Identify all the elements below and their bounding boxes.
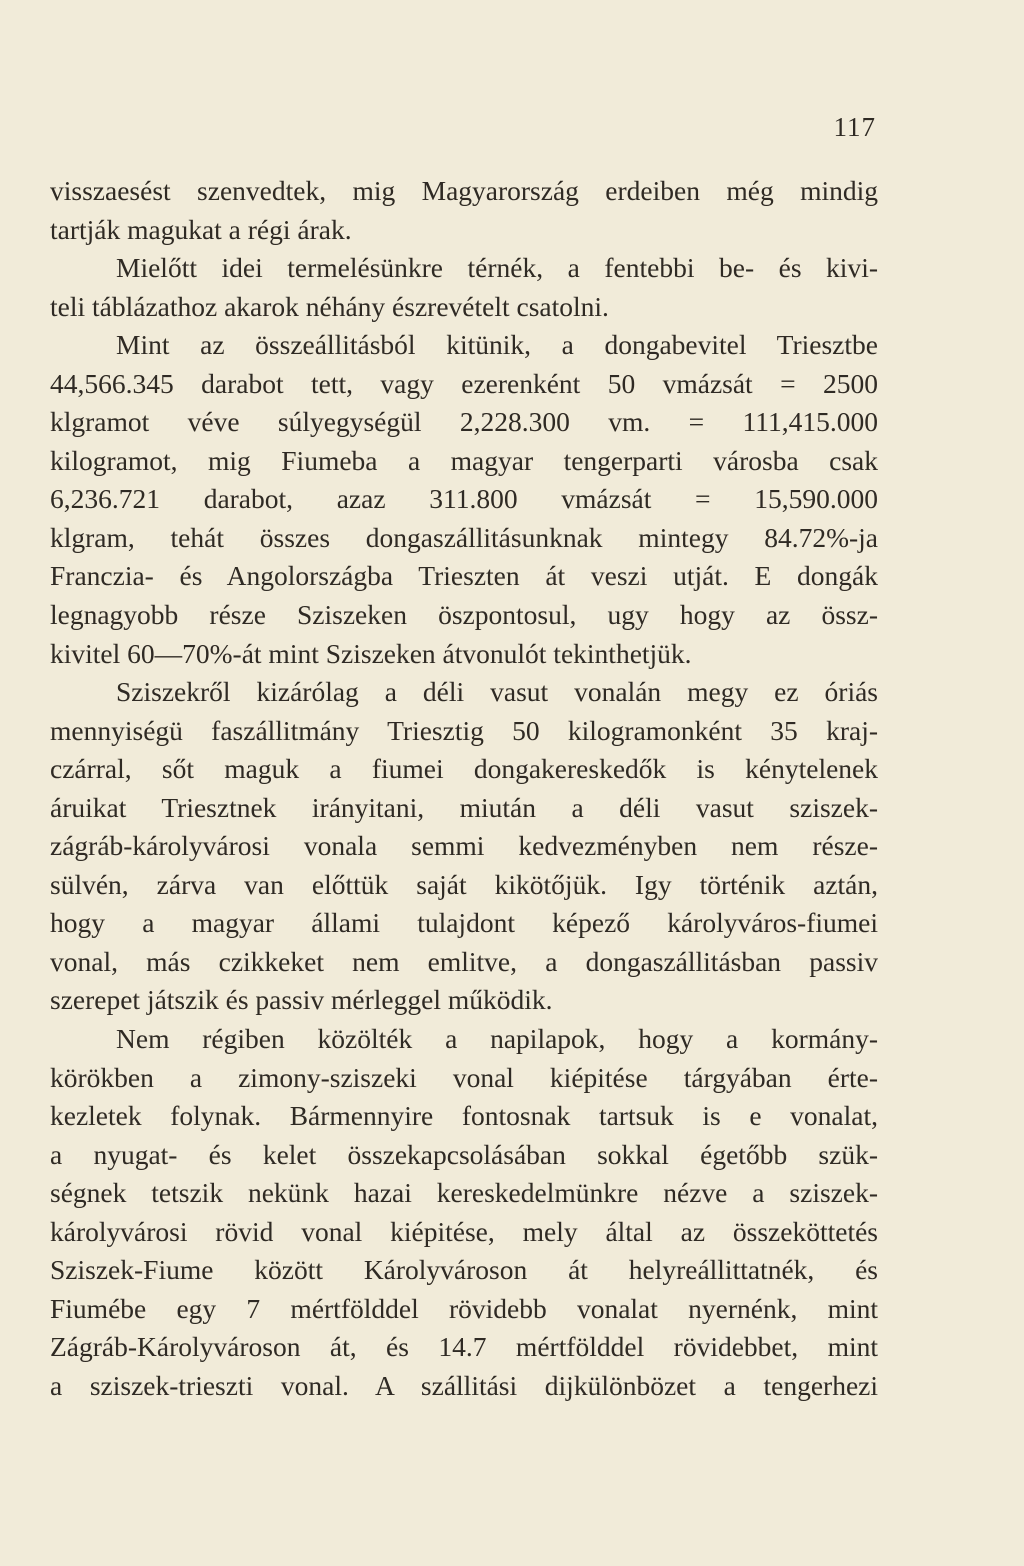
text-line: károlyvárosi rövid vonal kiépitése, mely által az összeköttetés: [50, 1215, 878, 1247]
text-line: vonal, más czikkeket nem emlitve, a dongaszállitásban passiv: [50, 945, 878, 977]
text-line: klgramot véve súlyegységül 2,228.300 vm. = 111,415.000: [50, 406, 878, 438]
body-text: [50, 172, 878, 1406]
text-line: tartják magukat a régi árak.: [50, 213, 352, 245]
text-line: teli táblázathoz akarok néhány észrevételt csatolni.: [50, 290, 609, 322]
text-line: a nyugat- és kelet összekapcsolásában sokkal égetőbb szük-: [50, 1138, 878, 1170]
text-line: a sziszek-trieszti vonal. A szállitási dijkülönbözet a tengerhezi: [50, 1369, 878, 1401]
text-line: Zágráb-Károlyvároson át, és 14.7 mértfölddel rövidebbet, mint: [50, 1331, 878, 1363]
text-line: zágráb-károlyvárosi vonala semmi kedvezményben nem része-: [50, 830, 878, 862]
text-line: hogy a magyar állami tulajdont képező károlyváros-fiumei: [50, 907, 878, 939]
text-line: kilogramot, mig Fiumeba a magyar tengerparti városba csak: [50, 444, 878, 476]
text-line: körökben a zimony-sziszeki vonal kiépitése tárgyában érte-: [50, 1061, 878, 1093]
text-line: czárral, sőt maguk a fiumei dongakereskedők is kénytelenek: [50, 753, 878, 785]
text-line: Francziа- és Angolországba Triesztеn át veszi utját. E dongák: [50, 560, 878, 592]
text-line: Fiumébe egy 7 mértfölddel rövidebb vonalat nyernénk, mint: [50, 1292, 878, 1324]
text-line: Nem régiben közölték a napilapok, hogy a kormány-: [116, 1023, 878, 1055]
text-line: ségnek tetszik nekünk hazai kereskedelmünkre nézve a sziszek-: [50, 1177, 878, 1209]
text-line: áruikat Triesztnek irányitani, miután a déli vasut sziszek-: [50, 791, 878, 823]
text-line: Sziszekről kizárólag a déli vasut vonalán megy ez óriás: [116, 676, 878, 708]
text-line: 44,566.345 darabot tett, vagy ezerenként 50 vmázsát = 2500: [50, 367, 878, 399]
text-line: kezletek folynak. Bármennyire fontosnak tartsuk is e vonalat,: [50, 1100, 878, 1132]
text-line: legnagyobb része Sziszeken öszpontosul, ugy hogy az össz-: [50, 599, 878, 631]
text-line: sülvén, zárva van előttük saját kikötőjük. Igy történik aztán,: [50, 868, 878, 900]
text-line: kivitel 60—70%-át mint Sziszeken átvonulót tekinthetjük.: [50, 637, 692, 669]
text-line: visszaesést szenvedtek, mig Magyarország erdeiben még mindig: [50, 175, 878, 206]
text-line: szerepet játszik és passiv mérleggel működik.: [50, 984, 553, 1016]
text-line: Mielőtt idei termelésünkre térnék, a fentebbi be- és kivi-: [116, 252, 878, 284]
text-line: 6,236.721 darabot, azaz 311.800 vmázsát = 15,590.000: [50, 483, 878, 515]
page-number: 117: [833, 112, 876, 142]
text-line: Mint az összeállitásból kitünik, a dongabevitel Triesztbe: [116, 329, 878, 361]
text-line: klgram, tehát összes dongaszállitásunknak mintegy 84.72%-ja: [50, 521, 878, 553]
text-line: Sziszek-Fiume között Károlyvároson át helyreállittatnék, és: [50, 1254, 878, 1286]
text-line: mennyiségü faszállitmány Triesztig 50 kilogramonként 35 kraj-: [50, 714, 878, 746]
